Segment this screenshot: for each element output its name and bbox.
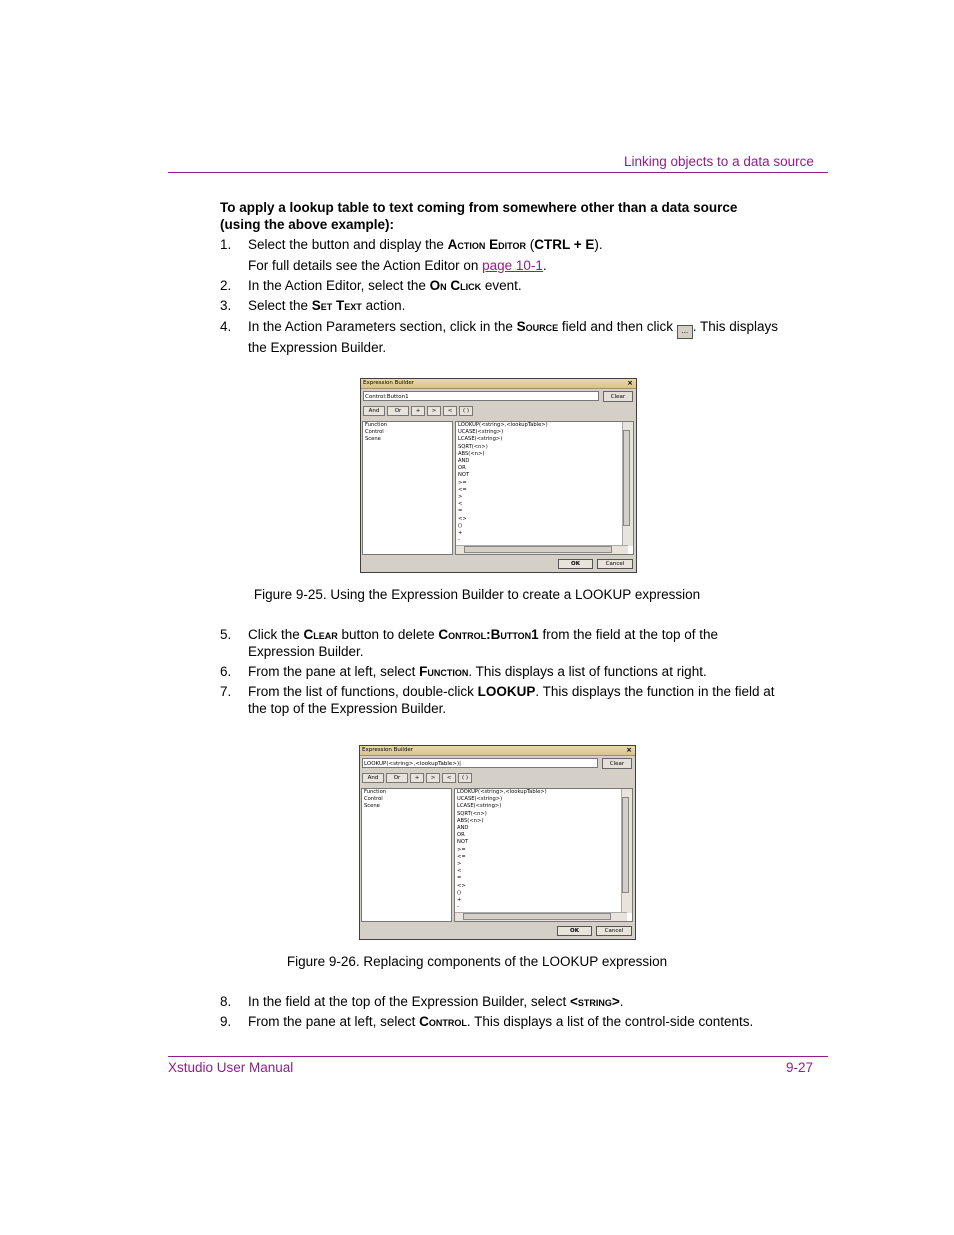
- step-2: 2. In the Action Editor, select the On Click event.: [220, 278, 522, 293]
- list-item[interactable]: >=: [457, 846, 466, 853]
- list-item[interactable]: OR: [458, 465, 466, 472]
- list-item[interactable]: +: [458, 530, 463, 537]
- step-6: 6. From the pane at left, select Function. This displays a list of functions at right.: [220, 664, 707, 679]
- dialog-title-bar: Expression Builder ×: [360, 746, 635, 756]
- step-4: 4. In the Action Parameters section, click in the Source field and then click ... . This displays the Expression Builder.: [220, 319, 779, 355]
- list-item[interactable]: OR: [457, 832, 465, 839]
- list-item[interactable]: UCASE(<string>): [458, 429, 504, 436]
- list-item[interactable]: -: [458, 537, 460, 544]
- function-pane: [455, 421, 634, 555]
- category-pane: [361, 788, 452, 922]
- vertical-scrollbar[interactable]: [622, 422, 633, 546]
- function-pane: [454, 788, 633, 922]
- list-item[interactable]: LCASE(<string>): [458, 436, 503, 443]
- figure-caption: Figure 9-26. Replacing components of the LOOKUP expression: [286, 954, 668, 969]
- list-item[interactable]: <>: [457, 882, 466, 889]
- list-item[interactable]: <=: [458, 486, 467, 493]
- horizontal-scrollbar[interactable]: [455, 912, 627, 921]
- scroll-thumb[interactable]: [463, 913, 611, 920]
- list-item[interactable]: +: [457, 897, 462, 904]
- list-item[interactable]: ABS(<n>): [458, 450, 485, 457]
- expression-builder-dialog: [359, 745, 636, 940]
- vertical-scrollbar[interactable]: [621, 789, 632, 913]
- cancel-button[interactable]: Cancel: [596, 926, 632, 936]
- list-item[interactable]: Control: [365, 429, 384, 436]
- running-header: Linking objects to a data source: [624, 154, 814, 169]
- step-3: 3. Select the Set Text action.: [220, 298, 406, 313]
- clear-button[interactable]: Clear: [602, 758, 632, 769]
- figure-caption: Figure 9-25. Using the Expression Builder to create a LOOKUP expression: [253, 587, 701, 602]
- list-item[interactable]: -: [457, 904, 459, 911]
- ok-button[interactable]: OK: [558, 559, 593, 569]
- list-item[interactable]: NOT: [458, 472, 470, 479]
- horizontal-scrollbar[interactable]: [456, 545, 628, 554]
- list-item[interactable]: Function: [365, 422, 388, 428]
- or-button[interactable]: Or: [386, 773, 408, 783]
- list-item[interactable]: SQRT(<n>): [457, 810, 487, 817]
- list-item[interactable]: =: [457, 875, 462, 882]
- scroll-thumb[interactable]: [623, 430, 630, 526]
- ok-button[interactable]: OK: [557, 926, 592, 936]
- expression-builder-dialog: [360, 378, 637, 573]
- parens-button[interactable]: ( ): [459, 406, 473, 416]
- scroll-thumb[interactable]: [622, 797, 629, 893]
- cancel-button[interactable]: Cancel: [597, 559, 633, 569]
- list-item[interactable]: UCASE(<string>): [457, 796, 503, 803]
- list-item[interactable]: (): [457, 889, 462, 896]
- footer-rule: [168, 1056, 828, 1057]
- procedure-heading: To apply a lookup table to text coming from somewhere other than a data source (using the above example):: [220, 200, 738, 232]
- plus-button[interactable]: +: [411, 406, 425, 416]
- header-rule: [168, 172, 828, 173]
- or-button[interactable]: Or: [387, 406, 409, 416]
- close-icon[interactable]: ×: [627, 379, 633, 387]
- greater-button[interactable]: >: [427, 406, 441, 416]
- less-button[interactable]: <: [442, 773, 456, 783]
- step-1: 1. Select the button and display the Action Editor (CTRL + E).: [220, 237, 603, 252]
- list-item[interactable]: >: [458, 494, 463, 501]
- step-9: 9. From the pane at left, select Control. This displays a list of the control-side contents.: [220, 1014, 754, 1029]
- plus-button[interactable]: +: [410, 773, 424, 783]
- and-button[interactable]: And: [363, 406, 385, 416]
- step-7: 7. From the list of functions, double-click LOOKUP. This displays the function in the field at the top of the Expression Builder.: [220, 684, 775, 716]
- list-item[interactable]: <: [457, 868, 462, 875]
- list-item[interactable]: AND: [458, 458, 470, 465]
- and-button[interactable]: And: [362, 773, 384, 783]
- list-item[interactable]: >: [457, 861, 462, 868]
- list-item[interactable]: ABS(<n>): [457, 817, 484, 824]
- step-5: 5. Click the Clear button to delete Control:Button1 from the field at the top of the Expression Builder.: [220, 627, 719, 659]
- list-item[interactable]: Control: [364, 796, 383, 803]
- list-item[interactable]: Scene: [365, 436, 381, 443]
- step-1-note: For full details see the Action Editor on page 10-1.: [248, 258, 547, 273]
- footer-manual-title: Xstudio User Manual: [168, 1060, 294, 1075]
- ellipsis-button-icon: ...: [677, 325, 693, 339]
- list-item[interactable]: LCASE(<string>): [457, 803, 502, 810]
- list-item[interactable]: (): [458, 522, 463, 529]
- list-item[interactable]: AND: [457, 825, 469, 832]
- less-button[interactable]: <: [443, 406, 457, 416]
- list-item[interactable]: SQRT(<n>): [458, 443, 488, 450]
- list-item[interactable]: >=: [458, 479, 467, 486]
- expression-field[interactable]: Control:Button1: [363, 391, 599, 401]
- greater-button[interactable]: >: [426, 773, 440, 783]
- clear-button[interactable]: Clear: [603, 391, 633, 402]
- list-item[interactable]: <>: [458, 515, 467, 522]
- page-link[interactable]: page 10-1: [482, 258, 543, 273]
- list-item[interactable]: Function: [364, 789, 387, 795]
- list-item[interactable]: LOOKUP(<string>,<lookupTable>): [457, 789, 547, 795]
- dialog-title-bar: Expression Builder ×: [361, 379, 636, 389]
- scroll-thumb[interactable]: [464, 546, 612, 553]
- parens-button[interactable]: ( ): [458, 773, 472, 783]
- list-item[interactable]: Scene: [364, 803, 380, 810]
- list-item[interactable]: <=: [457, 853, 466, 860]
- expression-field[interactable]: LOOKUP(<string>,<lookupTable>)|: [362, 758, 598, 768]
- close-icon[interactable]: ×: [626, 746, 632, 754]
- list-item[interactable]: =: [458, 508, 463, 515]
- step-8: 8. In the field at the top of the Expression Builder, select <string>.: [220, 994, 624, 1009]
- list-item[interactable]: NOT: [457, 839, 469, 846]
- category-pane: [362, 421, 453, 555]
- list-item[interactable]: LOOKUP(<string>,<lookupTable>): [458, 422, 548, 428]
- list-item[interactable]: <: [458, 501, 463, 508]
- page-number: 9-27: [786, 1060, 814, 1075]
